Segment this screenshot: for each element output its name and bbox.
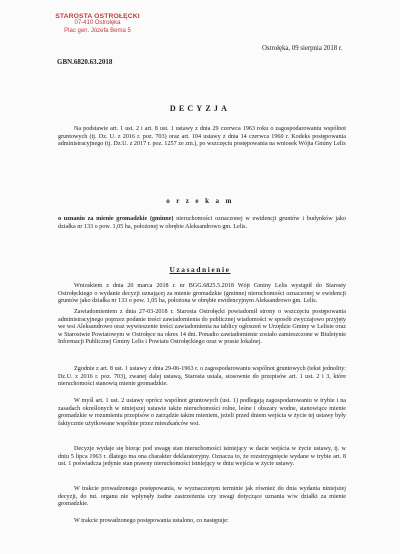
justification-paragraph-4: W myśl art. 1 ust. 2 ustawy oprócz wspólnot gruntowych (ust. 1) podlegają zagospodarowaniu w trybie i na zasadach określonych w niniejszej ustawie także nieruchomości rolne, leśne i obszary wodne, stanowiące mienie gromadzkie w rozumieniu przepisów o zarządzie takim mieniem, jeżeli przed dniem wejścia w życie tej ustawy były faktycznie użytkowane wspólnie przez mieszkańców wsi. — [58, 398, 346, 427]
ruling-text: nieruchomości oznaczonej w ewidencji gruntów i budynków jako działka nr 133 o pow. 1,05 ha, położonej w obrębie Aleksandrowo gm. Lelis. — [58, 216, 346, 230]
ruling-heading: o r z e k a m — [166, 197, 234, 205]
place-and-date: Ostrołęka, 09 sierpnia 2018 r. — [262, 45, 343, 52]
stamp-office-name: STAROSTA OSTROŁĘCKI — [55, 13, 140, 20]
justification-paragraph-3: Zgodnie z art. 8 ust. 1 ustawy z dnia 29-06-1963 r. o zagospodarowaniu wspólnot gruntowych (tekst jednolity: Dz.U. z 2016 r. poz. 703), zwanej dalej ustawą, Starosta ustala, stosownie do przepisów art. 1 ust. 2 i 3, które nieruchomości stanowią mienie gromadzkie. — [58, 366, 346, 388]
justification-paragraph-5: Decyzje wydaje się biorąc pod uwagę stan nieruchomości istniejący w dacie wejścia w życie ustawy, tj. w dniu 5 lipca 1963 r. dlatego ma ona charakter deklaratoryjny. Oznacza to, że rozstrzygnięcie wydane w trybie art. 8 ust. 1 poświadcza jedynie stan prawny nieruchomości istniejący w dniu wejścia w życie ustawy. — [58, 446, 346, 468]
justification-heading: Uzasadnienie — [169, 265, 231, 274]
justification-paragraph-6: W trakcie prowadzonego postępowania, w wyznaczonym terminie jak również do dnia wydania niniejszej decyzji, do tut. organu nie wpłynęły żadne zastrzeżenia czy uwagi dotyczące uznania w/w działki za mienie gromadzkie. — [58, 486, 346, 508]
document-title: DECYZJA — [169, 104, 231, 113]
legal-basis-paragraph: Na podstawie art. 1 ust. 2 i art. 8 ust. 1 ustawy z dnia 29 czerwca 1963 roku o zagospodarowaniu wspólnot gruntowych (tj. Dz. U. z 2016 r. poz. 703) oraz art. 104 ustawy z dnia 14 czerwca 1960 r. Kodeks postępowania administracyjnego (tj. Dz.U. z 2017 r. poz. 1257 ze zm.), po wszczęciu postępowania na wniosek Wójta Gminy Lelis — [58, 126, 346, 148]
justification-paragraph-7: W trakcie prowadzonego postępowania ustalono, co następuje: — [74, 518, 229, 524]
justification-paragraph-1: Wnioskiem z dnia 20 marca 2018 r. nr BGG.6825.5.2018 Wójt Gminy Lelis wystąpił do Starosty Ostrołęckiego o wydanie decyzji uznającej za mienie gromadzkie (gminne) nieruchomości oznaczonej w ewidencji gruntów jako działka nr 133 o pow. 1,05 ha, położona w obrębie ewidencyjnym Aleksandrowo gm. Lelis. — [58, 283, 346, 305]
case-number: GBN.6820.63.2018 — [57, 58, 113, 66]
stamp-street-address: Plac gen. Józefa Bema 5 — [64, 27, 131, 34]
ruling-paragraph — [58, 216, 346, 231]
office-stamp — [55, 13, 140, 35]
ruling-bold-text: o uznaniu za mienie gromadzkie (gminne) — [58, 216, 174, 222]
stamp-postal-address: 07-410 Ostrołęka — [74, 20, 121, 27]
justification-paragraph-2: Zawiadomieniem z dnia 27-03-2018 r. Starosta Ostrołęcki powiadomił strony o wszczęciu postępowania administracyjnego poprzez podanie treści zawiadomienia do publicznej wiadomości w sposób zwyczajowo przyjęty we wsi Aleksandrowo oraz wywieszenie treści zawiadomienia na tablicy ogłoszeń w Urzędzie Gminy w Lelisie oraz w Starostwie Powiatowym w Ostrołęce na okres 14 dni. Ponadto zawiadomienie zostało zamieszczone w Biuletynie Informacji Publicznej Gminy Lelis i Powiatu Ostrołęckiego oraz w prasie lokalnej. — [58, 309, 346, 346]
